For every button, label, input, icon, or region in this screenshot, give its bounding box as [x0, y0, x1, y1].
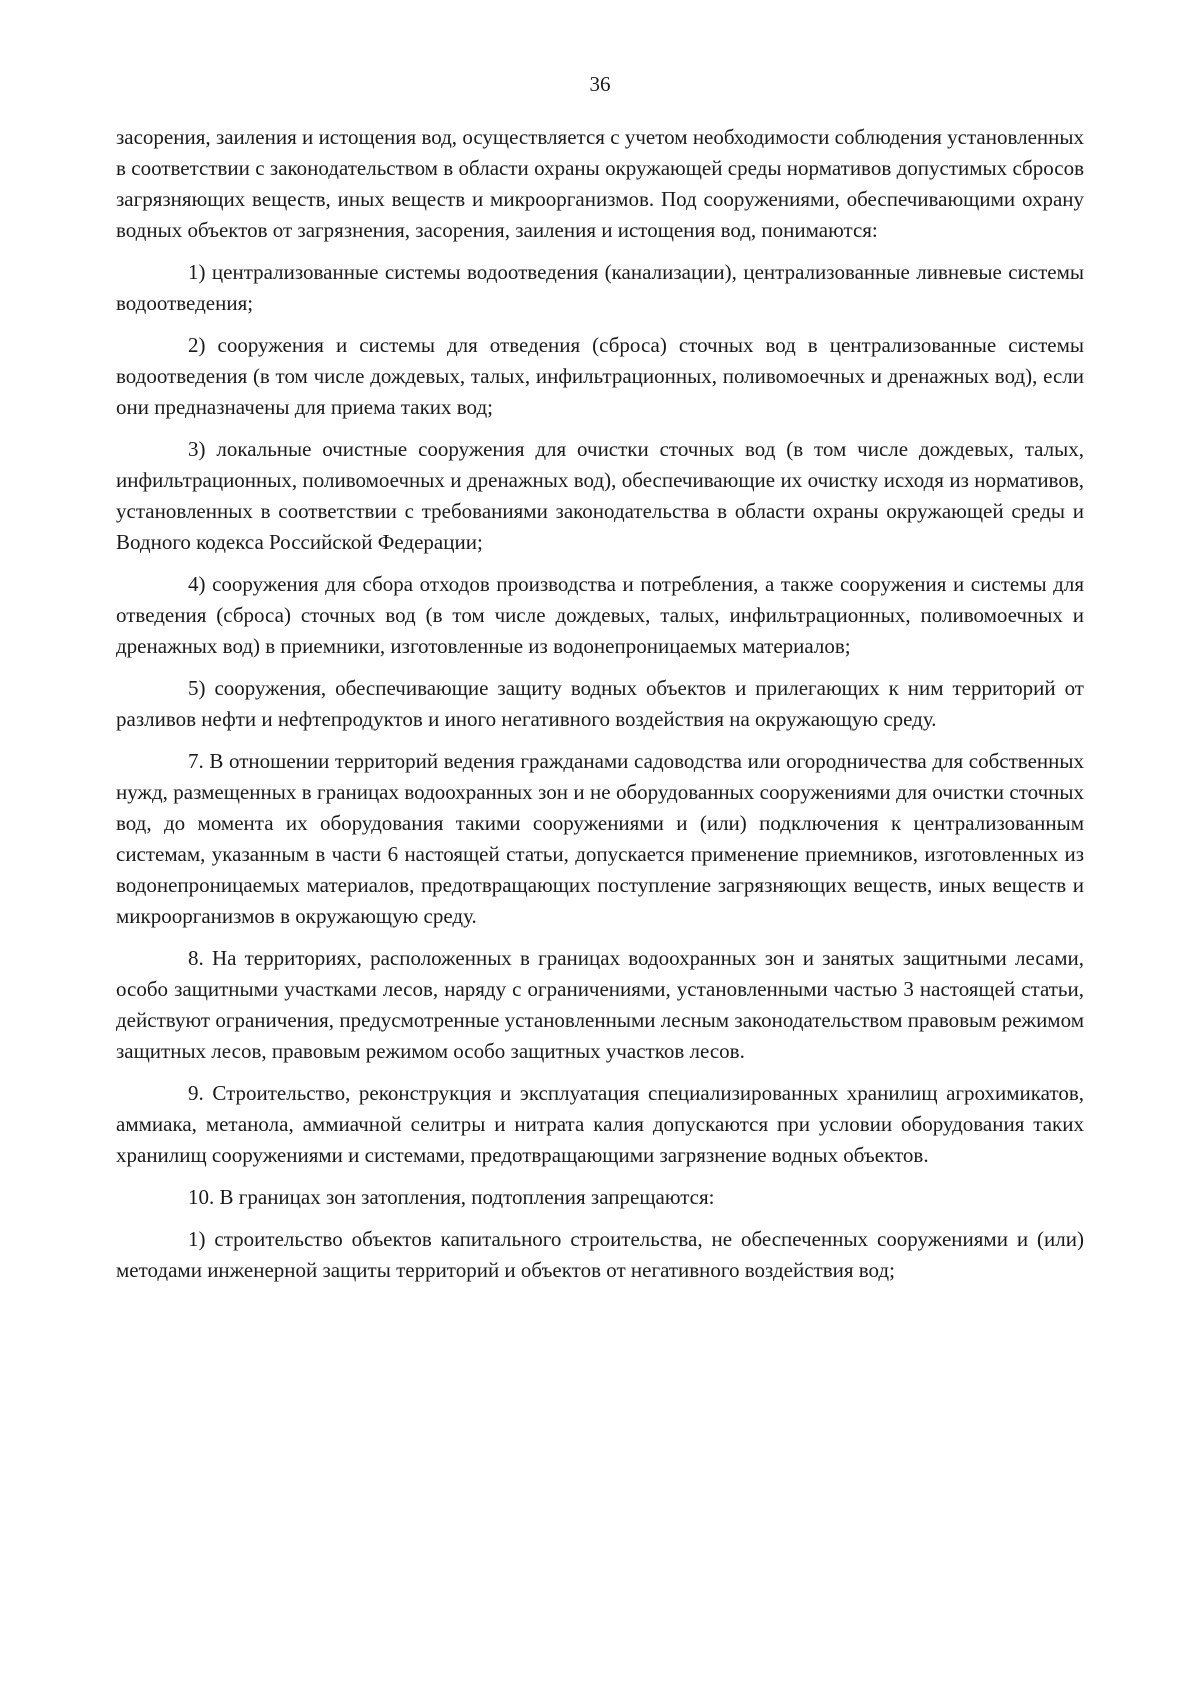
list-item-4: 4) сооружения для сбора отходов производства и потребления, а также сооружения и системы для отведения (сброса) сточных вод (в том числе дождевых, талых, инфильтрационных, поливомоечных и дренажных вод) в приемники, изготовленные из водонепроницаемых материалов;	[116, 572, 1084, 658]
list-item-2: 2) сооружения и системы для отведения (сброса) сточных вод в централизованные системы водоотведения (в том числе дождевых, талых, инфильтрационных, поливомоечных и дренажных вод), если они предназначены для приема таких вод;	[116, 333, 1084, 419]
paragraph-10-item-1: 1) строительство объектов капитального строительства, не обеспеченных сооружениями и (или) методами инженерной защиты территорий и объектов от негативного воздействия вод;	[116, 1227, 1084, 1282]
list-item-5: 5) сооружения, обеспечивающие защиту водных объектов и прилегающих к ним территорий от разливов нефти и нефтепродуктов и иного негативного воздействия на окружающую среду.	[116, 676, 1084, 731]
document-body	[116, 122, 1084, 1297]
list-item-1: 1) централизованные системы водоотведения (канализации), централизованные ливневые системы водоотведения;	[116, 260, 1084, 315]
paragraph-9: 9. Строительство, реконструкция и эксплуатация специализированных хранилищ агрохимикатов, аммиака, метанола, аммиачной селитры и нитрата калия допускаются при условии оборудования таких хранилищ сооружениями и системами, предотвращающими загрязнение водных объектов.	[116, 1081, 1084, 1167]
paragraph-7: 7. В отношении территорий ведения гражданами садоводства или огородничества для собственных нужд, размещенных в границах водоохранных зон и не оборудованных сооружениями для очистки сточных вод, до момента их оборудования такими сооружениями и (или) подключения к централизованным системам, указанным в части 6 настоящей статьи, допускается применение приемников, изготовленных из водонепроницаемых материалов, предотвращающих поступление загрязняющих веществ, иных веществ и микроорганизмов в окружающую среду.	[116, 749, 1084, 928]
list-item-3: 3) локальные очистные сооружения для очистки сточных вод (в том числе дождевых, талых, инфильтрационных, поливомоечных и дренажных вод), обеспечивающие их очистку исходя из нормативов, установленных в соответствии с требованиями законодательства в области охраны окружающей среды и Водного кодекса Российской Федерации;	[116, 437, 1084, 554]
paragraph-8: 8. На территориях, расположенных в границах водоохранных зон и занятых защитными лесами, особо защитными участками лесов, наряду с ограничениями, установленными частью 3 настоящей статьи, действуют ограничения, предусмотренные установленными лесным законодательством правовым режимом защитных лесов, правовым режимом особо защитных участков лесов.	[116, 946, 1084, 1063]
page-number: 36	[589, 72, 611, 96]
paragraph-continuation: засорения, заиления и истощения вод, осуществляется с учетом необходимости соблюдения установленных в соответствии с законодательством в области охраны окружающей среды нормативов допустимых сбросов загрязняющих веществ, иных веществ и микроорганизмов. Под сооружениями, обеспечивающими охрану водных объектов от загрязнения, засорения, заиления и истощения вод, понимаются:	[116, 125, 1084, 242]
paragraph-10: 10. В границах зон затопления, подтопления запрещаются:	[188, 1185, 715, 1209]
